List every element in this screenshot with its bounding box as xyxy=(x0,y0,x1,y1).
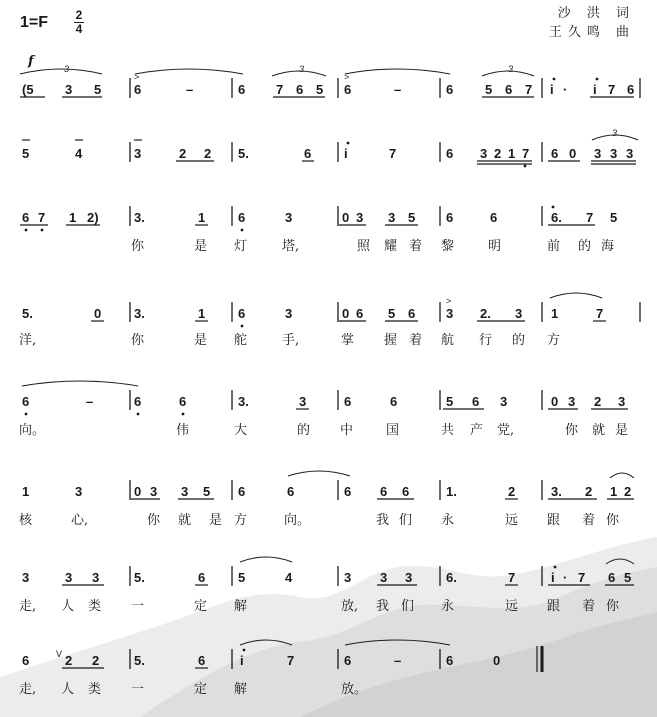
lyric-syllable: 掌 xyxy=(341,333,355,348)
note: i xyxy=(344,146,348,161)
lyric-syllable: 的 xyxy=(578,239,592,254)
lyric-syllable: 伟 xyxy=(176,423,190,438)
note: 6 xyxy=(296,82,304,97)
note: 2 xyxy=(179,146,187,161)
note: 0 xyxy=(569,146,577,161)
note: 6 xyxy=(551,146,559,161)
note: 6. xyxy=(446,570,457,585)
note: 5 xyxy=(203,484,211,499)
note: 6 xyxy=(344,484,352,499)
lyric-syllable: 们 xyxy=(399,513,413,528)
note: 7 xyxy=(389,146,397,161)
triplet-mark: 3 xyxy=(64,64,70,74)
note: 6 xyxy=(446,653,454,668)
note: 5 xyxy=(22,146,30,161)
note: 3 xyxy=(626,146,634,161)
note: 6 xyxy=(179,394,187,409)
note: 3 xyxy=(515,306,523,321)
note: 2 xyxy=(508,484,516,499)
note: 4 xyxy=(285,570,293,585)
slur xyxy=(240,557,292,562)
lyric-syllable: 共 xyxy=(441,423,455,438)
note: 6 xyxy=(22,210,30,225)
octave-dot-low xyxy=(241,229,244,232)
slur xyxy=(550,293,602,298)
note: 6 xyxy=(22,653,30,668)
note: 3 xyxy=(92,570,100,585)
note: i xyxy=(551,570,555,585)
note: 3 xyxy=(446,306,454,321)
lyric-syllable: 握 xyxy=(384,333,398,348)
octave-dot-low xyxy=(524,165,527,168)
lyric-syllable: 你 xyxy=(565,423,579,438)
note: 6 xyxy=(22,394,30,409)
note: 0 xyxy=(493,653,501,668)
triplet-mark: 3 xyxy=(299,64,305,74)
note: 3 xyxy=(150,484,158,499)
note: 4 xyxy=(75,146,83,161)
note: 1 xyxy=(610,484,618,499)
lyric-syllable: 的 xyxy=(512,333,526,348)
note: 3 xyxy=(285,306,293,321)
lyric-syllable: 着 xyxy=(409,333,423,348)
note: 5 xyxy=(408,210,416,225)
note: 0 xyxy=(94,306,102,321)
lyric-syllable: 前 xyxy=(547,239,561,254)
octave-dot-low xyxy=(241,325,244,328)
note: 2 xyxy=(594,394,602,409)
note: 3 xyxy=(480,146,488,161)
note: 3. xyxy=(134,306,145,321)
lyric-syllable: 类 xyxy=(88,682,102,697)
note: 5. xyxy=(22,306,33,321)
lyric-syllable: 大 xyxy=(234,423,248,438)
lyric-syllable: 远 xyxy=(505,513,519,528)
note: – xyxy=(394,653,402,668)
note: 6 xyxy=(380,484,388,499)
note: 5 xyxy=(446,394,454,409)
lyric-syllable: 放。 xyxy=(341,682,368,697)
note: · xyxy=(563,570,568,585)
lyric-syllable: 人 xyxy=(61,682,75,697)
note: 3 xyxy=(134,146,142,161)
note: 6 xyxy=(490,210,498,225)
lyric-syllable: 耀 xyxy=(384,239,398,254)
note: 6 xyxy=(627,82,635,97)
note: 2 xyxy=(585,484,593,499)
note: 6 xyxy=(446,210,454,225)
lyric-syllable: 产 xyxy=(470,423,484,438)
lyric-syllable: 塔, xyxy=(282,239,300,254)
note: 2. xyxy=(480,306,491,321)
note: 3 xyxy=(65,570,73,585)
lyric-syllable: 手, xyxy=(282,333,300,348)
note: 2 xyxy=(204,146,212,161)
note: 5 xyxy=(388,306,396,321)
lyric-syllable: 舵 xyxy=(234,333,248,348)
note: 3 xyxy=(181,484,189,499)
note: – xyxy=(86,394,94,409)
note: 7 xyxy=(522,146,530,161)
note: 6 xyxy=(344,653,352,668)
note: 6 xyxy=(344,394,352,409)
lyric-syllable: 跟 xyxy=(547,513,561,528)
note: 7 xyxy=(508,570,516,585)
triplet-mark: 3 xyxy=(612,128,618,138)
note: 3 xyxy=(299,394,307,409)
accent-mark: > xyxy=(134,72,140,82)
slur xyxy=(610,473,634,478)
lyric-syllable: 国 xyxy=(386,423,400,438)
note: 6 xyxy=(304,146,312,161)
note: 7 xyxy=(578,570,586,585)
note: 5 xyxy=(485,82,493,97)
note: 6 xyxy=(134,394,142,409)
slur xyxy=(135,69,243,74)
note: 3 xyxy=(594,146,602,161)
lyric-syllable: 是 xyxy=(194,239,208,254)
lyric-syllable: 党, xyxy=(497,423,515,438)
lyric-syllable: 我 xyxy=(376,599,390,614)
note: 7 xyxy=(287,653,295,668)
lyric-syllable: 着 xyxy=(409,239,423,254)
note: 0 xyxy=(342,210,350,225)
lyric-syllable: 是 xyxy=(194,333,208,348)
octave-dot-high xyxy=(552,206,555,209)
note: 6 xyxy=(198,653,206,668)
note: 5 xyxy=(610,210,618,225)
lyric-syllable: 照 xyxy=(357,239,371,254)
note: 6 xyxy=(402,484,410,499)
lyricist-credit: 沙 洪 词 xyxy=(557,6,635,21)
note: 1 xyxy=(69,210,77,225)
lyric-syllable: 向。 xyxy=(19,423,46,438)
note: (5 xyxy=(22,82,34,97)
note: 6 xyxy=(356,306,364,321)
note: 1 xyxy=(198,210,206,225)
lyric-syllable: 灯 xyxy=(234,239,248,254)
note: 6 xyxy=(238,210,246,225)
note: 7 xyxy=(525,82,533,97)
note: 2 xyxy=(65,653,73,668)
note: 1 xyxy=(22,484,30,499)
octave-dot-high xyxy=(596,78,599,81)
note: 2 xyxy=(494,146,502,161)
lyric-syllable: 人 xyxy=(61,599,75,614)
note: 3 xyxy=(356,210,364,225)
lyric-syllable: 解 xyxy=(234,599,248,614)
note: 6 xyxy=(344,82,352,97)
note: 0 xyxy=(134,484,142,499)
lyric-syllable: 永 xyxy=(441,513,455,528)
note: 7 xyxy=(38,210,46,225)
lyric-syllable: 解 xyxy=(234,682,248,697)
key-signature: 1=F xyxy=(20,14,49,31)
octave-dot-high xyxy=(553,78,556,81)
lyric-syllable: 方 xyxy=(547,333,561,348)
lyric-syllable: 就 xyxy=(592,423,606,438)
dynamic-marking: f xyxy=(28,54,34,69)
octave-dot-low xyxy=(182,413,185,416)
note: 5 xyxy=(238,570,246,585)
slur xyxy=(20,69,102,74)
note: 5 xyxy=(94,82,102,97)
lyric-syllable: 我 xyxy=(376,513,390,528)
lyric-syllable: 一 xyxy=(131,599,145,614)
note: 0 xyxy=(551,394,559,409)
lyric-syllable: 你 xyxy=(147,513,161,528)
note: 0 xyxy=(342,306,350,321)
slur xyxy=(345,640,450,645)
lyric-syllable: 一 xyxy=(131,682,145,697)
note: 5 xyxy=(624,570,632,585)
lyric-syllable: 你 xyxy=(131,333,145,348)
octave-dot-low xyxy=(25,413,28,416)
lyric-syllable: 向。 xyxy=(284,513,311,528)
note: 3 xyxy=(344,570,352,585)
slur xyxy=(345,69,450,74)
note: 3 xyxy=(610,146,618,161)
note: 6 xyxy=(287,484,295,499)
note: 2 xyxy=(92,653,100,668)
octave-dot-high xyxy=(243,649,246,652)
note: 3 xyxy=(388,210,396,225)
note: 3 xyxy=(75,484,83,499)
note: 6 xyxy=(608,570,616,585)
lyric-syllable: 黎 xyxy=(441,239,455,254)
slur xyxy=(240,640,292,645)
note: 3 xyxy=(568,394,576,409)
note: 5. xyxy=(134,570,145,585)
time-bottom: 4 xyxy=(75,22,83,36)
slur xyxy=(606,559,634,564)
note: 3. xyxy=(238,394,249,409)
lyric-syllable: 永 xyxy=(441,599,455,614)
lyric-syllable: 心, xyxy=(71,513,89,528)
note: 6 xyxy=(472,394,480,409)
lyric-syllable: 明 xyxy=(488,239,502,254)
note: 7 xyxy=(276,82,284,97)
note: 6 xyxy=(134,82,142,97)
accent-mark: > xyxy=(446,296,452,306)
note: 7 xyxy=(586,210,594,225)
lyric-syllable: 是 xyxy=(209,513,223,528)
lyric-syllable: 着 xyxy=(582,513,596,528)
note: 1 xyxy=(198,306,206,321)
time-top: 2 xyxy=(75,8,83,22)
note: 1. xyxy=(446,484,457,499)
lyric-syllable: 定 xyxy=(194,682,208,697)
lyric-syllable: 洋, xyxy=(19,333,37,348)
note: 2 xyxy=(624,484,632,499)
note: i xyxy=(550,82,554,97)
lyric-syllable: 着 xyxy=(582,599,596,614)
lyric-syllable: 是 xyxy=(615,423,629,438)
lyric-syllable: 行 xyxy=(479,333,493,348)
note: 3 xyxy=(22,570,30,585)
lyric-syllable: 你 xyxy=(606,513,620,528)
lyric-syllable: 走, xyxy=(19,682,37,697)
note: 3 xyxy=(405,570,413,585)
note: 7 xyxy=(608,82,616,97)
note: 1 xyxy=(551,306,559,321)
octave-dot-low xyxy=(137,413,140,416)
note: i xyxy=(593,82,597,97)
note: 6 xyxy=(238,306,246,321)
note: 6 xyxy=(238,484,246,499)
note: 5. xyxy=(238,146,249,161)
lyric-syllable: 就 xyxy=(178,513,192,528)
lyric-syllable: 中 xyxy=(340,423,354,438)
note: – xyxy=(394,82,402,97)
note: 6 xyxy=(446,146,454,161)
note: 3 xyxy=(65,82,73,97)
lyric-syllable: 跟 xyxy=(547,599,561,614)
note: 3 xyxy=(380,570,388,585)
lyric-syllable: 远 xyxy=(505,599,519,614)
note: 6 xyxy=(238,82,246,97)
lyric-syllable: 类 xyxy=(88,599,102,614)
octave-dot-low xyxy=(41,229,44,232)
composer-credit: 王久鸣 曲 xyxy=(548,25,635,40)
note: 6 xyxy=(505,82,513,97)
note: · xyxy=(563,82,568,97)
note: 6 xyxy=(408,306,416,321)
breath-mark: V xyxy=(56,649,63,659)
lyric-syllable: 定 xyxy=(194,599,208,614)
lyric-syllable: 的 xyxy=(297,423,311,438)
octave-dot-high xyxy=(347,142,350,145)
note: 1 xyxy=(508,146,516,161)
note: 3 xyxy=(500,394,508,409)
note: 3. xyxy=(134,210,145,225)
lyric-syllable: 们 xyxy=(401,599,415,614)
accent-mark: > xyxy=(344,72,350,82)
note: 3 xyxy=(285,210,293,225)
note: 6 xyxy=(198,570,206,585)
lyric-syllable: 你 xyxy=(606,599,620,614)
note: 3 xyxy=(618,394,626,409)
note: 5 xyxy=(316,82,324,97)
slur xyxy=(288,471,350,476)
lyric-syllable: 方 xyxy=(234,513,248,528)
note: 6 xyxy=(390,394,398,409)
note: 3. xyxy=(551,484,562,499)
note: 7 xyxy=(596,306,604,321)
lyric-syllable: 航 xyxy=(441,333,455,348)
lyric-syllable: 你 xyxy=(131,239,145,254)
note: 2) xyxy=(87,210,99,225)
lyric-syllable: 放, xyxy=(341,599,359,614)
lyric-syllable: 走, xyxy=(19,599,37,614)
note: 5. xyxy=(134,653,145,668)
note: – xyxy=(186,82,194,97)
lyric-syllable: 核 xyxy=(19,513,33,528)
note: 6. xyxy=(551,210,562,225)
note: i xyxy=(240,653,244,668)
note: 6 xyxy=(446,82,454,97)
octave-dot-low xyxy=(25,229,28,232)
octave-dot-high xyxy=(554,566,557,569)
triplet-mark: 3 xyxy=(508,64,514,74)
slur xyxy=(22,381,138,386)
lyric-syllable: 海 xyxy=(601,239,615,254)
